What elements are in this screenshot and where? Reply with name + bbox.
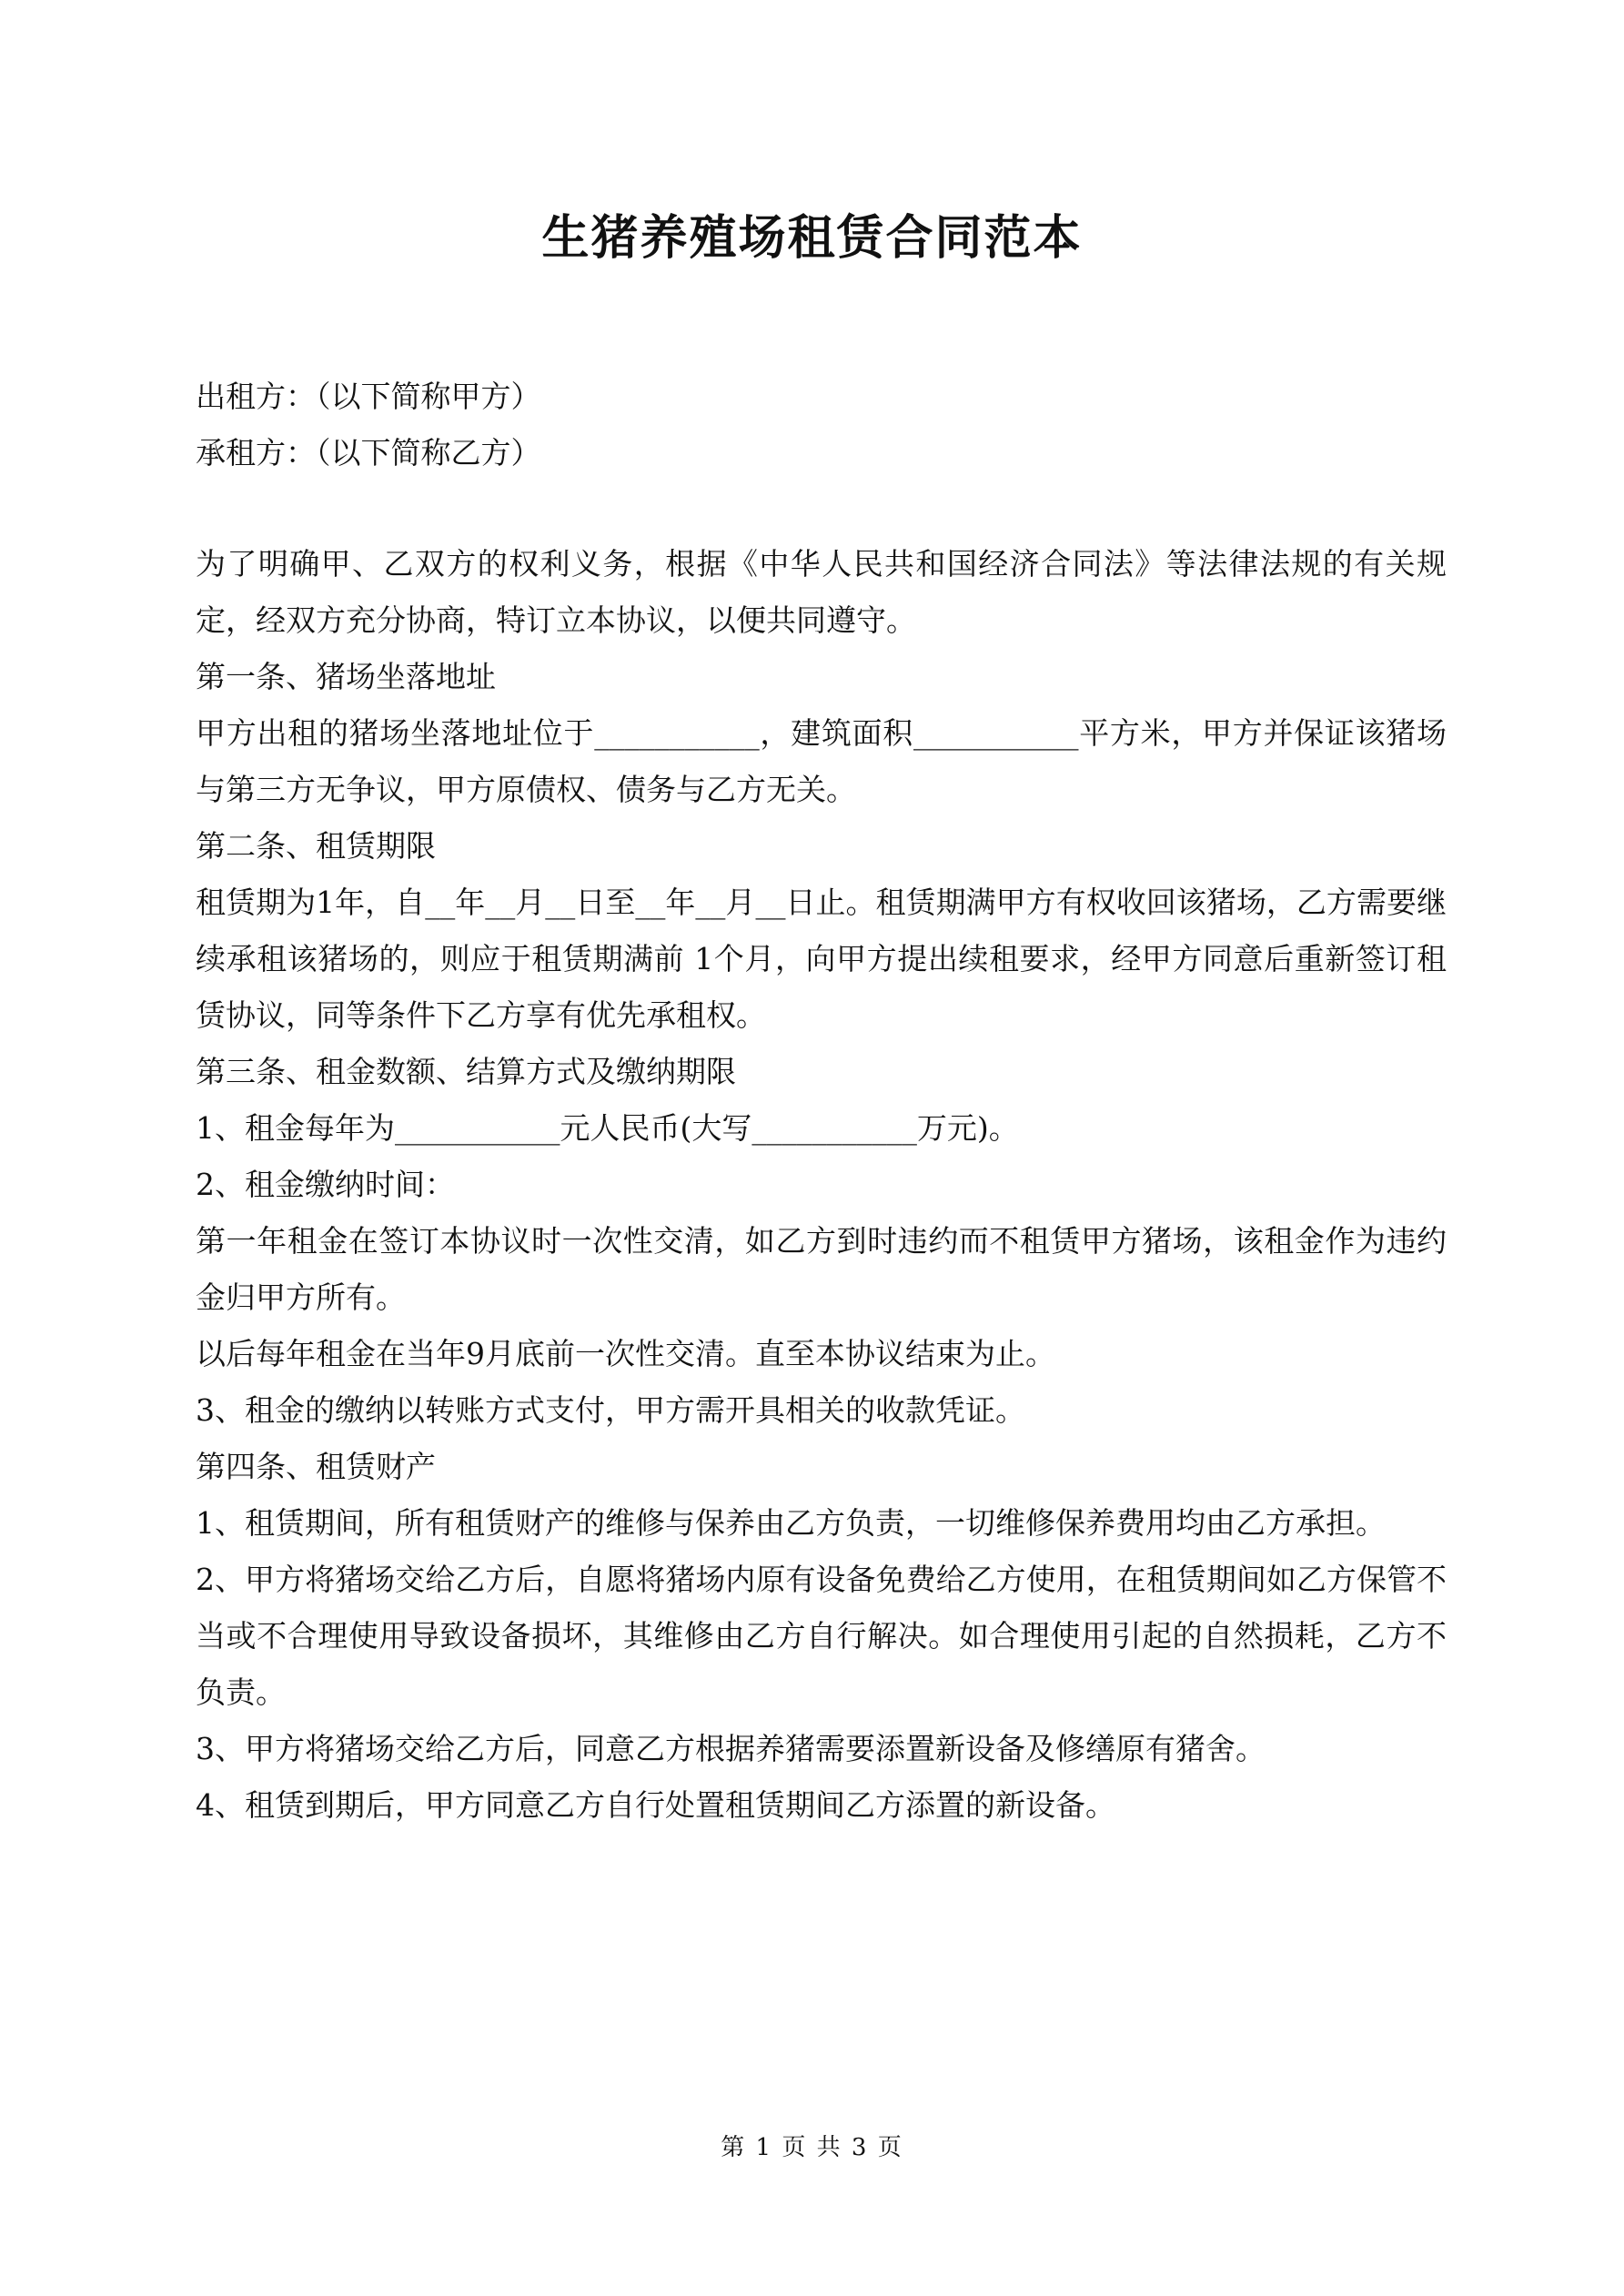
article-3-item-2-first-year: 第一年租金在签订本协议时一次性交清，如乙方到时违约而不租赁甲方猪场，该租金作为违约金归甲方所有。 [196, 1223, 1447, 1315]
article-4-item-3: 3、甲方将猪场交给乙方后，同意乙方根据养猪需要添置新设备及修缮原有猪舍。 [196, 1731, 1266, 1766]
article-3-item-2: 2、租金缴纳时间： [196, 1167, 455, 1202]
article-2-heading: 第二条、租赁期限 [196, 828, 436, 864]
article-4-item-4: 4、租赁到期后，甲方同意乙方自行处置租赁期间乙方添置的新设备。 [196, 1787, 1115, 1823]
lessee-line: 承租方：（以下简称乙方） [196, 435, 541, 470]
article-4-heading: 第四条、租赁财产 [196, 1449, 436, 1484]
article-4-item-1: 1、租赁期间，所有租赁财产的维修与保养由乙方负责，一切维修保养费用均由乙方承担。 [196, 1505, 1386, 1541]
preamble-paragraph: 为了明确甲、乙双方的权利义务，根据《中华人民共和国经济合同法》等法律法规的有关规定，经双方充分协商，特订立本协议，以便共同遵守。 [196, 546, 1447, 638]
article-3-item-1: 1、租金每年为___________元人民币(大写___________万元)。 [196, 1110, 1019, 1146]
lessor-line: 出租方：（以下简称甲方） [196, 379, 541, 414]
article-4-item-2: 2、甲方将猪场交给乙方后，自愿将猪场内原有设备免费给乙方使用，在租赁期间如乙方保管不当或不合理使用导致设备损坏，其维修由乙方自行解决。如合理使用引起的自然损耗，乙方不负责。 [196, 1562, 1447, 1710]
page-footer: 第 1 页 共 3 页 [721, 2134, 903, 2161]
article-3-item-3: 3、租金的缴纳以转账方式支付，甲方需开具相关的收款凭证。 [196, 1392, 1025, 1428]
article-3-item-2-later-years: 以后每年租金在当年9月底前一次性交清。直至本协议结束为止。 [196, 1336, 1055, 1371]
parties-section [196, 369, 1447, 481]
document-body [196, 369, 1447, 1834]
article-2-text: 租赁期为1年，自__年__月__日至__年__月__日止。租赁期满甲方有权收回该猪场，乙方需要继续承租该猪场的，则应于租赁期满前 1个月，向甲方提出续租要求，经甲方同意后重新签订租赁协议，同等条件下乙方享有优先承租权。 [196, 885, 1447, 1033]
article-3-heading: 第三条、租金数额、结算方式及缴纳期限 [196, 1054, 736, 1089]
article-1-text: 甲方出租的猪场坐落地址位于___________，建筑面积___________平方米，甲方并保证该猪场与第三方无争议，甲方原债权、债务与乙方无关。 [196, 715, 1447, 807]
spacer [196, 481, 1447, 536]
document-title: 生猪养殖场租赁合同范本 [541, 210, 1083, 266]
article-1-heading: 第一条、猪场坐落地址 [196, 659, 496, 694]
